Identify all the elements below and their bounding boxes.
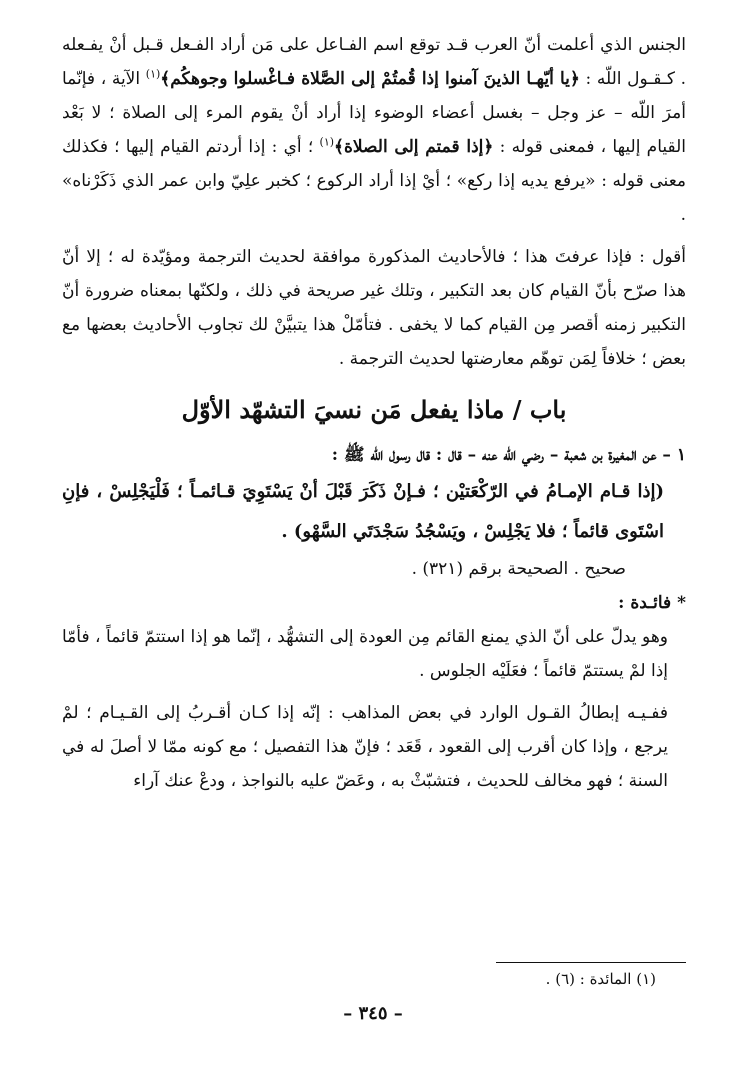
para1-line2: الآية ، فإنّما أمرَ اللّه – عز وجل – بغسل أعضاء الوضوء إذا أراد أنْ يقوم المرء إلى الصلاة ؛ لا بَعْد القيام إليها ، فمعنى قوله :: [62, 69, 687, 157]
paragraph-1: [62, 28, 686, 232]
body-text: [62, 28, 686, 798]
footnote: (١) المائدة : (٦) .: [545, 970, 656, 988]
benefit-paragraph-2: ففـيـه إبطالُ القـول الوارد في بعض المذاهب : إنّه إذا كـان أقـربُ إلى القـيـام ؛ لمْ يرجع ، وإذا كان أقرب إلى القعود ، قَعَد ؛ فإنّ هذا التفصيل ؛ مع كونه ممّا لا أصلَ له في السنة ؛ فهو مخالف للحديث ، فتشبّثْ به ، وعَضّ عليه بالنواجذ ، ودعْ عنك آراء: [62, 703, 668, 791]
benefit-paragraph-1: وهو يدلّ على أنّ الذي يمنع القائم مِن العودة إلى التشهُّد ، إنّما هو إذا استتمّ قائماً ، فأمّا إذا لمْ يستتمّ قائماً ؛ فعَلَيْه الجلوس .: [62, 627, 668, 681]
footnote-marker-1: (١): [145, 67, 161, 81]
hadith-text: (إذا قـام الإمـامُ في الرّكْعَتيْن ؛ فـإنْ ذَكَرَ قَبْلَ أنْ يَسْتَوِيَ قـائمـاً ؛ فَلْيَجْلِسْ ، فإنِ اسْتَوى قائماً ؛ فلا يَجْلِسْ ، ويَسْجُدُ سَجْدَتَي السَّهْو) .: [62, 481, 664, 542]
para1-line1: الجنس الذي أعلمت أنّ العرب قـد توقع اسم الفـاعل على مَن أراد الفـعل قـبل أنْ يفـعله . كـقـول اللّه :: [62, 35, 687, 89]
footnote-divider: [496, 962, 686, 963]
chapter-title: باب / ماذا يفعل مَن نسيَ التشهّد الأوّل: [181, 395, 567, 424]
page-number: – ٣٤٥ –: [343, 1003, 403, 1024]
hadith-heading: ١ – عن المغيرة بن شعبة – رضي اللّه عنه – قال : قال رسول اللّه ﷺ :: [331, 445, 686, 465]
quran-verse-2: ﴿إذا قمتم إلى الصلاة﴾: [334, 137, 494, 157]
para1-line3: ؛ أي : إذا أردتم القيام إليها ؛ فكذلك معنى قوله : «يرفع يديه إذا ركع» ؛ أيْ إذا أراد الركوع ؛ كخبر علِيّ وابن عمر الذي ذَكَرْناه» .: [62, 137, 686, 225]
benefit-heading: * فائـدة :: [618, 593, 686, 613]
footnote-marker-2: (١): [319, 135, 335, 149]
hadith-grade: صحيح . الصحيحة برقم (٣٢١) .: [411, 559, 626, 579]
quran-verse-1: ﴿يا أيّهـا الذينَ آمنوا إذا قُمتُمْ إلى الصَّلاة فـاغْسلوا وجوهكُم﴾: [160, 69, 580, 89]
paragraph-2: أقول : فإذا عرفتَ هذا ؛ فالأحاديث المذكورة موافقة لحديث الترجمة ومؤيّدة له ؛ إلا أنّ هذا صرّح بأنّ القيام كان بعد التكبير ، وتلك غير صريحة في ذلك ، ولكنّها بمعناه ضرورة أنّ التكبير زمنه أقصر مِن القيام كما لا يخفى . فتأمّلْ هذا يتبيَّنْ لك تجاوب الأحاديث بعضها مع بعض ؛ خلافاً لِمَن توهّم معارضتها لحديث الترجمة .: [62, 247, 686, 369]
